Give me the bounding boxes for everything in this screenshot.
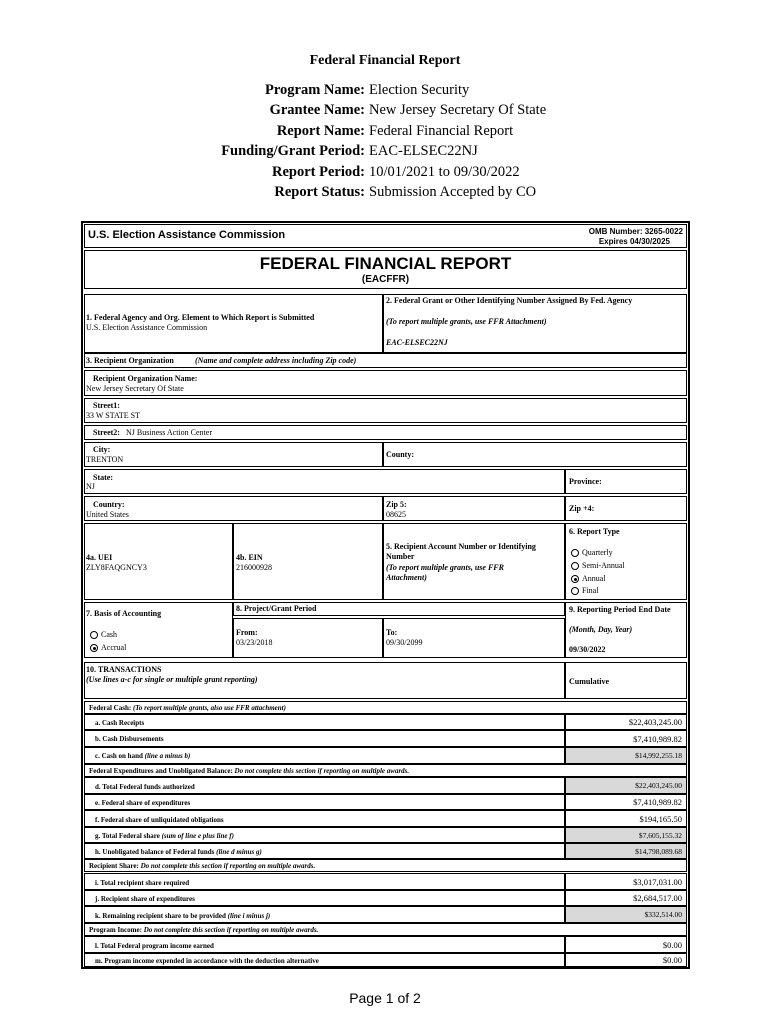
header-grantee-name-key: Grantee Name: — [269, 102, 365, 118]
report-type-annual[interactable] — [571, 574, 606, 584]
line-a-label: a. Cash Receipts — [84, 714, 565, 730]
federal-exp-label: Federal Expenditures and Unobligated Balance: Do not complete this section if reporting on multiple awards. — [89, 767, 410, 775]
line-d-value: $22,403,245.00 — [565, 777, 687, 794]
line-i-label: i. Total recipient share required — [84, 873, 565, 890]
line-m-label: m. Program income expended in accordance with the deduction alternative — [84, 953, 565, 967]
line-g-label: g. Total Federal share (sum of line e plus line f) — [84, 827, 565, 843]
cash-radio[interactable] — [90, 631, 98, 639]
box5-label: 5. Recipient Account Number or Identifying Number — [386, 542, 536, 561]
ein-label: 4b. EIN — [236, 553, 263, 562]
country-box — [84, 496, 383, 521]
zip5-value: 08625 — [386, 510, 406, 519]
agency-header-box — [84, 224, 687, 248]
ein-box — [233, 523, 383, 600]
form-title-box — [84, 250, 687, 289]
header-report-status-value: Submission Accepted by CO — [369, 184, 537, 200]
report-type-semi-annual[interactable] — [571, 561, 625, 571]
org-name-label: Recipient Organization Name: — [93, 374, 198, 383]
county-label: County: — [386, 450, 415, 459]
line-f-value: $194,165.50 — [565, 810, 687, 827]
final-label: Final — [582, 586, 599, 595]
org-name-value: New Jersey Secretary Of State — [86, 384, 184, 393]
line-e-value: $7,410,989.82 — [565, 794, 687, 810]
line-c-value: $14,992,255.18 — [565, 747, 687, 764]
final-radio[interactable] — [571, 587, 579, 595]
box3-label: 3. Recipient Organization — [86, 356, 174, 365]
from-label: From: — [236, 628, 258, 637]
annual-label: Annual — [582, 574, 606, 583]
form-subtitle: (EACFFR) — [361, 274, 410, 285]
city-box — [84, 442, 383, 467]
transactions-label: 10. TRANSACTIONS — [86, 665, 162, 674]
zip5-label: Zip 5: — [386, 500, 407, 509]
zip5-box — [383, 496, 565, 521]
line-i-value: $3,017,031.00 — [565, 873, 687, 890]
uei-label: 4a. UEI — [86, 553, 113, 562]
city-label: City: — [93, 445, 111, 454]
transactions-header — [84, 662, 565, 699]
end-date-note: (Month, Day, Year) — [569, 625, 633, 634]
zip4-box — [565, 496, 687, 521]
period-label: 8. Project/Grant Period — [236, 604, 317, 613]
from-value: 03/23/2018 — [236, 638, 273, 647]
semi-annual-radio[interactable] — [571, 562, 579, 570]
zip4-label: Zip +4: — [569, 504, 595, 513]
header-program-name-key: Program Name: — [265, 82, 365, 98]
header-report-period-key: Report Period: — [271, 164, 365, 180]
street2-value: NJ Business Action Center — [126, 428, 212, 437]
line-m-value: $0.00 — [565, 953, 687, 967]
federal-exp-section — [84, 764, 687, 777]
period-to-box — [383, 618, 565, 658]
line-f-label: f. Federal share of unliquidated obligations — [84, 810, 565, 827]
to-value: 09/30/2099 — [386, 638, 423, 647]
header-program-name-value: Election Security — [369, 82, 470, 98]
box1-value: U.S. Election Assistance Commission — [86, 323, 208, 332]
report-type-label: 6. Report Type — [569, 527, 620, 536]
report-type-quarterly[interactable] — [571, 548, 613, 558]
box3-header — [84, 353, 687, 368]
line-l-value: $0.00 — [565, 936, 687, 953]
basis-box — [84, 602, 233, 658]
header-grant-period-key: Funding/Grant Period: — [221, 143, 365, 159]
country-label: Country: — [93, 500, 125, 509]
county-box — [383, 442, 687, 467]
transactions-note: (Use lines a-c for single or multiple grant reporting) — [86, 675, 258, 684]
period-header — [233, 602, 565, 616]
report-type-final[interactable] — [571, 586, 598, 596]
province-box — [565, 469, 687, 494]
ein-value: 216000928 — [236, 563, 272, 572]
line-h-value: $14,798,089.68 — [565, 843, 687, 859]
line-b-value: $7,410,989.82 — [565, 730, 687, 747]
street1-box — [84, 398, 687, 423]
basis-cash[interactable] — [90, 630, 117, 640]
box2-value: EAC-ELSEC22NJ — [386, 338, 448, 347]
program-income-section — [84, 923, 687, 936]
basis-label: 7. Basis of Accounting — [86, 609, 162, 618]
end-date-box — [565, 602, 687, 658]
line-g-value: $7,605,155.32 — [565, 827, 687, 843]
box1-label: 1. Federal Agency and Org. Element to Which Report is Submitted — [86, 313, 315, 322]
accrual-radio[interactable] — [90, 644, 98, 652]
line-k-value: $332,514.00 — [565, 906, 687, 923]
to-label: To: — [386, 628, 398, 637]
street1-value: 33 W STATE ST — [86, 411, 140, 420]
box3-note: (Name and complete address including Zip code) — [195, 356, 357, 365]
line-a-value: $22,403,245.00 — [565, 714, 687, 730]
recipient-section — [84, 859, 687, 872]
program-income-label: Program Income: Do not complete this section if reporting on multiple awards. — [89, 926, 319, 934]
end-date-label: 9. Reporting Period End Date — [569, 605, 671, 614]
federal-cash-section — [84, 701, 687, 714]
semi-annual-label: Semi-Annual — [582, 561, 625, 570]
federal-cash-label: Federal Cash: (To report multiple grants, also use FFR attachment) — [89, 704, 286, 712]
annual-radio[interactable] — [571, 575, 579, 583]
report-type-box — [565, 523, 687, 600]
recipient-label: Recipient Share: Do not complete this section if reporting on multiple awards. — [89, 862, 316, 870]
line-b-label: b. Cash Disbursements — [84, 730, 565, 747]
line-d-label: d. Total Federal funds authorized — [84, 777, 565, 794]
line-j-label: j. Recipient share of expenditures — [84, 890, 565, 906]
header-report-name-value: Federal Financial Report — [369, 123, 514, 139]
header-report-name-key: Report Name: — [276, 123, 365, 139]
country-value: United States — [86, 510, 129, 519]
omb-expires: Expires 04/30/2025 — [598, 237, 670, 246]
accrual-label: Accrual — [101, 643, 127, 652]
omb-number: OMB Number: 3265-0022 — [588, 227, 683, 236]
line-c-label: c. Cash on hand (line a minus b) — [84, 747, 565, 764]
header-grantee-name-value: New Jersey Secretary Of State — [369, 102, 547, 118]
street2-label: Street2: — [93, 428, 120, 437]
line-l-label: l. Total Federal program income earned — [84, 936, 565, 953]
city-value: TRENTON — [86, 455, 124, 464]
line-h-label: h. Unobligated balance of Federal funds (line d minus g) — [84, 843, 565, 859]
box2 — [383, 294, 687, 353]
street2-box — [84, 425, 687, 440]
state-label: State: — [93, 473, 113, 482]
report-title: Federal Financial Report — [309, 53, 461, 68]
quarterly-label: Quarterly — [582, 548, 613, 557]
end-date-value: 09/30/2022 — [569, 645, 606, 654]
header-report-status-key: Report Status: — [274, 184, 365, 200]
cumulative-label: Cumulative — [569, 677, 609, 686]
cash-label: Cash — [101, 630, 117, 639]
line-j-value: $2,684,517.00 — [565, 890, 687, 906]
quarterly-radio[interactable] — [571, 549, 579, 557]
line-k-label: k. Remaining recipient share to be provided (line i minus j) — [84, 906, 565, 923]
box1 — [84, 294, 383, 353]
street1-label: Street1: — [93, 401, 120, 410]
period-from-box — [233, 618, 383, 658]
form-title: FEDERAL FINANCIAL REPORT — [259, 254, 512, 273]
basis-accrual[interactable] — [90, 643, 126, 653]
line-e-label: e. Federal share of expenditures — [84, 794, 565, 810]
cumulative-header — [565, 662, 687, 699]
box2-note: (To report multiple grants, use FFR Attachment) — [386, 317, 547, 326]
header-grant-period-value: EAC-ELSEC22NJ — [369, 143, 478, 159]
agency-name: U.S. Election Assistance Commission — [88, 229, 286, 241]
org-name-box — [84, 370, 687, 396]
uei-value: ZLY8FAQGNCY3 — [86, 563, 147, 572]
box5-note: (To report multiple grants, use FFR Attachment) — [386, 563, 504, 582]
page-number: Page 1 of 2 — [349, 990, 421, 1006]
box2-label: 2. Federal Grant or Other Identifying Number Assigned By Fed. Agency — [386, 296, 633, 305]
state-box — [84, 469, 565, 494]
uei-box — [84, 523, 233, 600]
state-value: NJ — [86, 482, 95, 491]
header-report-period-value: 10/01/2021 to 09/30/2022 — [369, 164, 520, 180]
box5 — [383, 523, 565, 600]
province-label: Province: — [569, 477, 602, 486]
